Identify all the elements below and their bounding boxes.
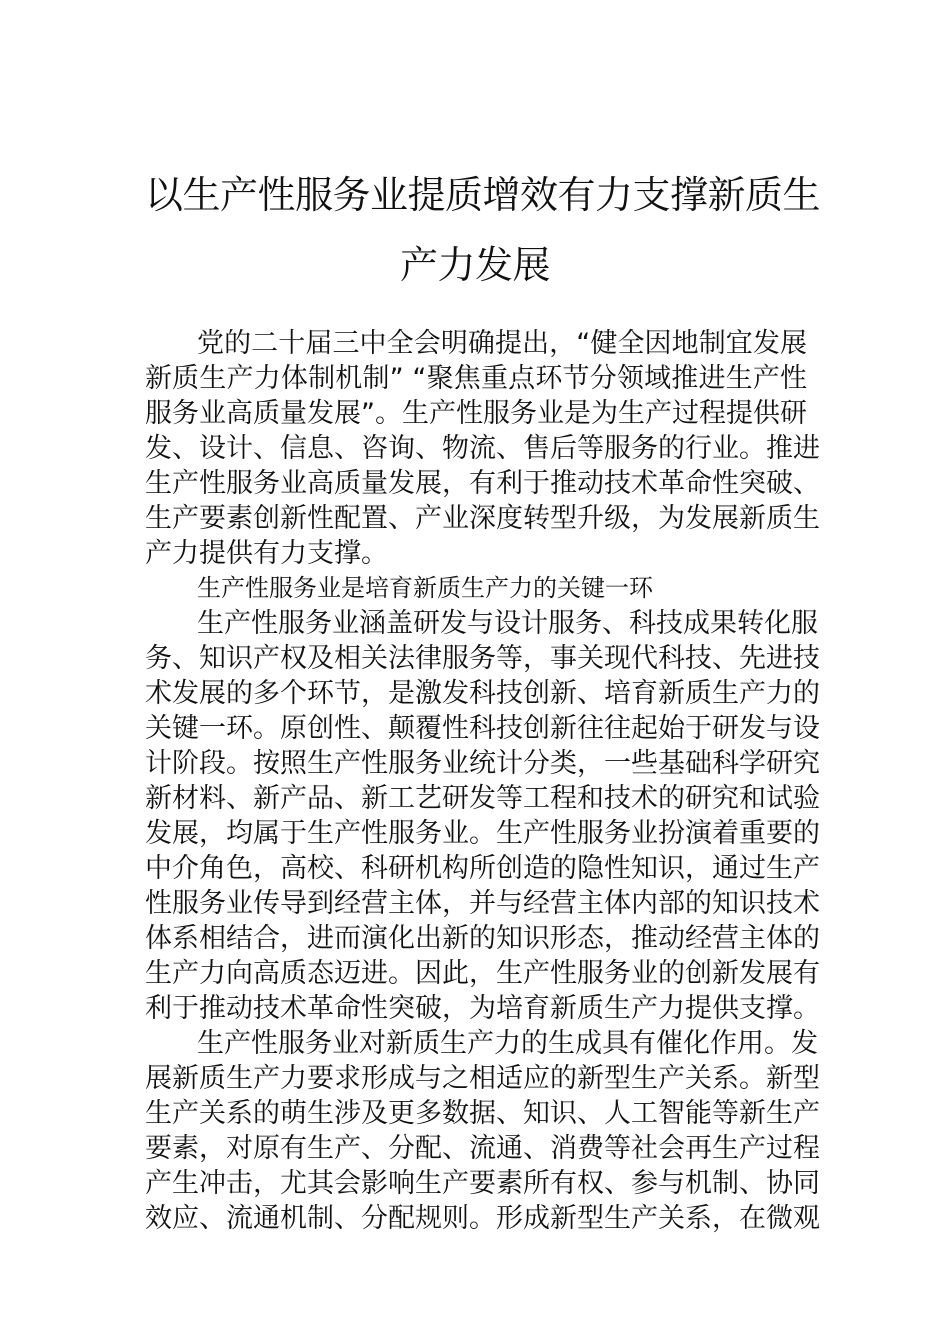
paragraph-line: 新质生产力体制机制” “聚焦重点环节分领域推进生产性 (145, 363, 807, 394)
title-line: 产力发展 (399, 243, 550, 287)
paragraph-line: 体系相结合，进而演化出新的知识形态，推动经营主体的 (145, 923, 820, 954)
paragraph-line: 中介角色，高校、科研机构所创造的隐性知识，通过生产 (145, 853, 820, 884)
paragraph-line: 要素，对原有生产、分配、流通、消费等社会再生产过程 (145, 1133, 820, 1164)
paragraph-line: 展新质生产力要求形成与之相适应的新型生产关系。新型 (145, 1063, 820, 1094)
section-heading: 生产性服务业是培育新质生产力的关键一环 (197, 574, 653, 602)
paragraph-line: 生产性服务业高质量发展，有利于推动技术革命性突破、 (145, 468, 820, 499)
paragraph-line: 生产力向高质态迈进。因此，生产性服务业的创新发展有 (145, 958, 820, 989)
paragraph-line: 党的二十届三中全会明确提出，“健全因地制宜发展 (197, 328, 807, 359)
paragraph-line: 服务业高质量发展”。生产性服务业是为生产过程提供研 (145, 398, 807, 429)
paragraph-line: 术发展的多个环节，是激发科技创新、培育新质生产力的 (145, 678, 820, 709)
paragraph-line: 性服务业传导到经营主体，并与经营主体内部的知识技术 (145, 888, 820, 919)
paragraph-line: 发展，均属于生产性服务业。生产性服务业扮演着重要的 (145, 818, 820, 849)
document-body (145, 326, 820, 1236)
paragraph-line: 生产性服务业涵盖研发与设计服务、科技成果转化服 (197, 608, 818, 639)
paragraph-line: 新材料、新产品、新工艺研发等工程和技术的研究和试验 (145, 783, 820, 814)
paragraph-line: 务、知识产权及相关法律服务等，事关现代科技、先进技 (145, 643, 820, 674)
paragraph-line: 效应、流通机制、分配规则。形成新型生产关系，在微观 (145, 1203, 820, 1234)
paragraph-line: 关键一环。原创性、颠覆性科技创新往往起始于研发与设 (145, 713, 820, 744)
paragraph-line: 产生冲击，尤其会影响生产要素所有权、参与机制、协同 (145, 1168, 820, 1199)
paragraph-line: 产力提供有力支撑。 (145, 538, 388, 569)
document-title (145, 160, 821, 300)
paragraph-line: 发、设计、信息、咨询、物流、售后等服务的行业。推进 (145, 433, 820, 464)
paragraph-line: 生产关系的萌生涉及更多数据、知识、人工智能等新生产 (145, 1098, 820, 1129)
paragraph-line: 生产性服务业对新质生产力的生成具有催化作用。发 (197, 1028, 818, 1059)
paragraph-line: 生产要素创新性配置、产业深度转型升级，为发展新质生 (145, 503, 820, 534)
title-line: 以生产性服务业提质增效有力支撑新质生 (145, 173, 821, 217)
paragraph-line: 计阶段。按照生产性服务业统计分类，一些基础科学研究 (145, 748, 820, 779)
paragraph-line: 利于推动技术革命性突破，为培育新质生产力提供支撑。 (145, 993, 820, 1024)
